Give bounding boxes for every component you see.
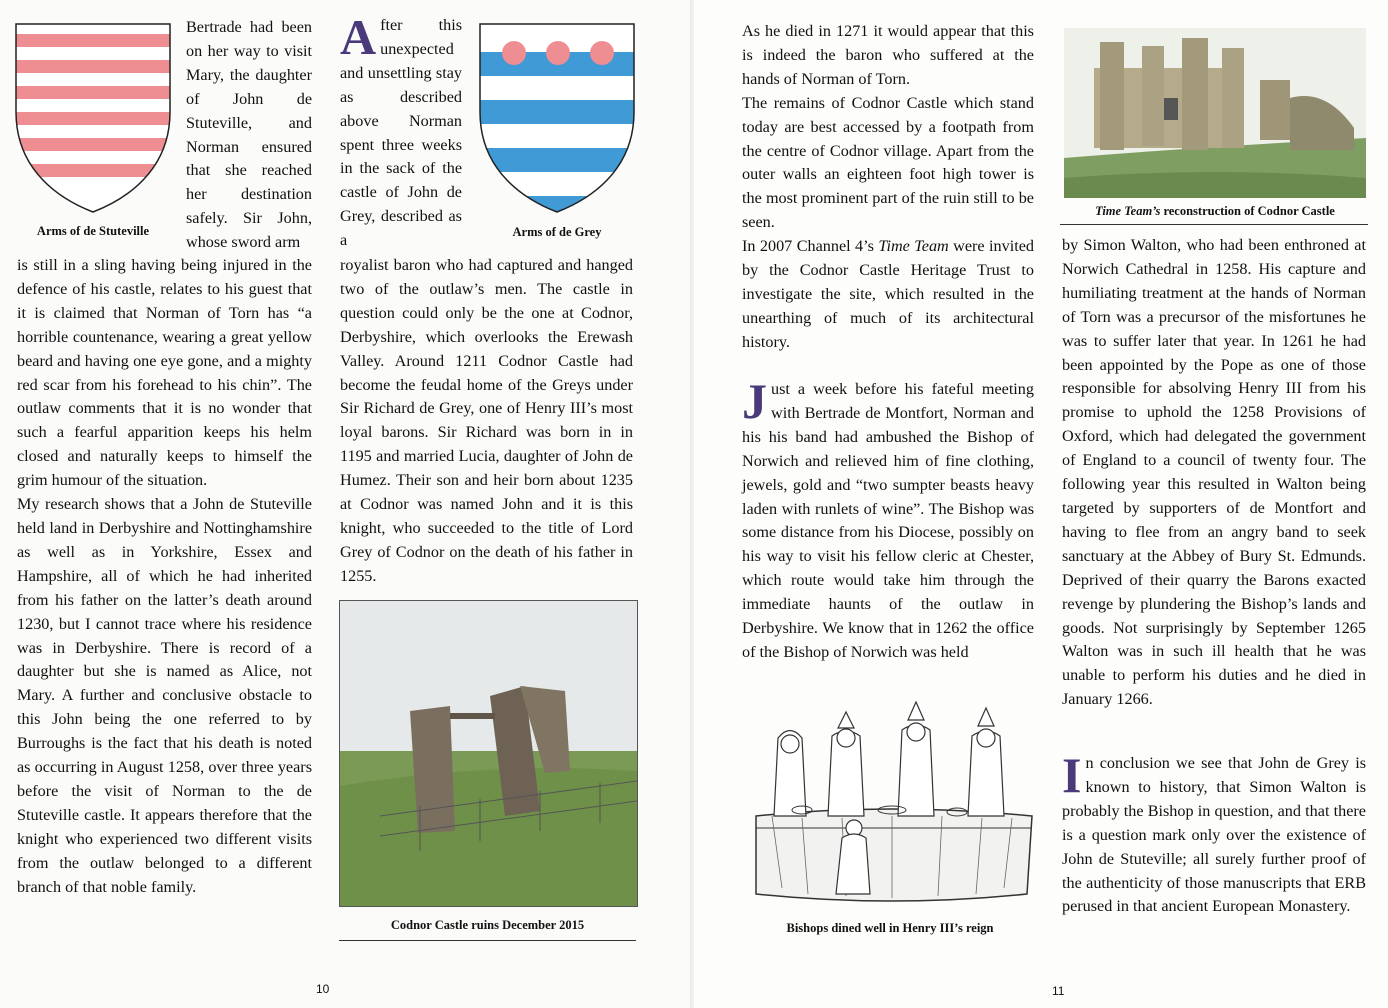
grey-caption: Arms of de Grey	[512, 225, 602, 239]
dropcap-a: A	[340, 9, 377, 65]
caption-rule	[339, 940, 636, 941]
stuteville-shield-icon	[14, 22, 172, 214]
codnor-castle-photo	[339, 600, 638, 907]
stuteville-caption: Arms of de Stuteville	[36, 224, 150, 238]
reconstruction-rule	[1060, 224, 1368, 225]
right-col2-lower-text	[1062, 747, 1366, 919]
page-number-left: 10	[316, 982, 330, 996]
col2-top-paragraph: fter this unexpected and unsettling stay as described above Norman spent three weeks in the sack of the castle of John de Grey, described as a	[340, 16, 462, 250]
col2-main-text: royalist baron who had captured and hanged two of the outlaw’s men. The castle in question could only be the one at Codnor, Derbyshire, which overlooks the Erewash Valley. Around 1211 Codnor Castle had become the feudal home of the Greys under Sir Richard de Grey, one of Henry III’s most loyal barons. Sir Richard was born in in 1195 and married Lucia, daughter of John de Humez. Their son and heir born about 1235 at Codnor was named John and it is this knight, who succeeded to the title of Lord Grey of Codnor on the death of his father in 1255.	[340, 256, 633, 585]
right-col1-paragraph-3: In 2007 Channel 4’s Time Team were invited by the Codnor Castle Heritage Trust to investigate the site, which resulted in the unearthing of much of its architectural history.	[742, 237, 1034, 351]
bishops-caption: Bishops dined well in Henry III’s reign	[786, 921, 994, 935]
page-11	[694, 0, 1388, 1008]
col1-main-text	[17, 254, 312, 899]
right-col1-lower-text	[742, 373, 1034, 665]
right-col2-text: by Simon Walton, who had been enthroned at Norwich Cathedral in 1258. His capture and humiliating treatment at the hands of Norman of Torn was a precursor of the misfortunes he was to suffer later that year. In 1261 he had been appointed by the Pope as one of those responsible for absolving Henry III from his promise to uphold the 1258 Provisions of Oxford, which had delegated the government of England to a council of twenty four. The following year this resulted in Walton being targeted by supporters of de Montfort and having to flee from an angry band to seek sanctuary at the Abbey of Bury St. Edmunds. Deprived of their quarry the Barons exacted revenge by plundering the Bishop’s lands and goods. Not surprisingly by September 1265 Walton was in such ill health that he was unable to perform his duties and he died in January 1266.	[1062, 236, 1366, 709]
col2-top-text	[340, 9, 462, 253]
dropcap-j: J	[742, 373, 767, 429]
codnor-photo-caption: Codnor Castle ruins December 2015	[390, 918, 585, 932]
right-col1-paragraph-2: The remains of Codnor Castle which stand today are best accessed by a footpath from the centre of Codnor village. Apart from the outer walls an eighteen foot high tower is the most prominent part of the ruin still to be seen.	[742, 93, 1034, 232]
right-col1-text	[742, 20, 1034, 355]
col1-top-text: Bertrade had been on her way to visit Mary, the daughter of John de Stuteville, and Norman ensured that she reached her destination safely. Sir John, whose sword arm	[186, 18, 312, 252]
page-number-right: 11	[1052, 984, 1065, 998]
dropcap-i: I	[1062, 747, 1082, 803]
right-col2-paragraph-2: n conclusion we see that John de Grey is known to history, that Simon Walton is probably the Bishop in question, and that there is a question mark only over the existence of John de Stuteville; all surely further proof of the authenticity of those manuscripts that ERB perused in that ancient European Monastery.	[1062, 754, 1366, 916]
codnor-reconstruction-image	[1064, 28, 1366, 198]
col1-paragraph-1: is still in a sling having being injured in the defence of his castle, relates to his guest that it is claimed that Norman of Torn has “a horrible countenance, wearing a great yellow beard and having one eye gone, and a mighty red scar from his forehead to his chin”. The outlaw comments that it is no wonder that such a fearful apparition keeps his helm closed and naturally keeps to himself the grim humour of the situation.	[17, 256, 312, 490]
reconstruction-caption: Time Team’s reconstruction of Codnor Castle	[1095, 204, 1335, 218]
col1-paragraph-2: My research shows that a John de Stuteville held land in Derbyshire and Nottinghamshire as well as in Yorkshire, Essex and Hampshire, all of which he had inherited from his father on the latter’s death around 1230, but I cannot trace where his residence was in Derbyshire. There is record of a daughter but she is named as Alice, not Mary. A further and conclusive obstacle to this John being the one referred to by Burroughs is the fact that his death is noted as occurring in August 1258, over three years before the visit of Norman to the de Stuteville castle. It appears therefore that the knight who experienced two different visits from the outlaw belonged to a different branch of that noble family.	[17, 495, 312, 896]
grey-shield-icon	[478, 22, 636, 214]
right-col1-paragraph-1: As he died in 1271 it would appear that this is indeed the baron who suffered at the hands of Norman of Torn.	[742, 22, 1034, 88]
bishops-illustration	[742, 698, 1038, 914]
right-col1-paragraph-4: ust a week before his fateful meeting with Bertrade de Montfort, Norman and his his band had ambushed the Bishop of Norwich and relieved him of fine clothing, jewels, gold and “two sumpter beasts heavy laden with runlets of wine”. The Bishop was some distance from his Diocese, possibly on his way to visit his fellow cleric at Chester, which route would take him through the immediate haunts of the outlaw in Derbyshire. We know that in 1262 the office of the Bishop of Norwich was held	[742, 380, 1034, 661]
